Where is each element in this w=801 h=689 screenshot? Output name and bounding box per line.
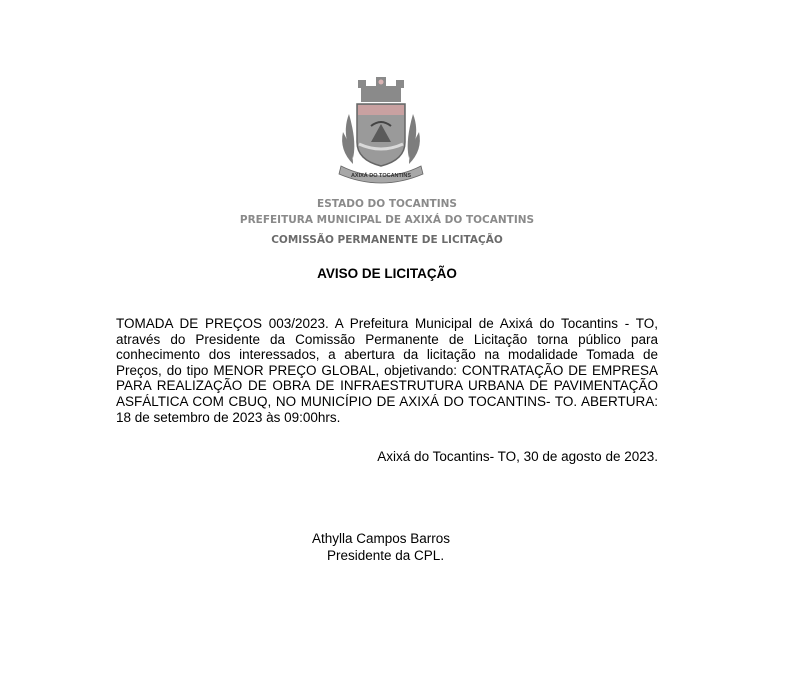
place-and-date: Axixá do Tocantins- TO, 30 de agosto de 2023. <box>377 449 658 464</box>
notice-title: AVISO DE LICITAÇÃO <box>317 266 457 281</box>
notice-body: TOMADA DE PREÇOS 003/2023. A Prefeitura Municipal de Axixá do Tocantins - TO, através do Presidente da Comissão Permanente de Licitação torna público para conhecimento dos interessados, a abertura da licitação na modalidade Tomada de Preços, do tipo MENOR PREÇO GLOBAL, objetivando: CONTRATAÇÃO DE EMPRESA PARA REALIZAÇÃO DE OBRA DE INFRAESTRUTURA URBANA DE PAVIMENTAÇÃO ASFÁLTICA COM CBUQ, NO MUNICÍPIO DE AXIXÁ DO TOCANTINS- TO. ABERTURA: 18 de setembro de 2023 às 09:00hrs. <box>116 316 658 425</box>
header-state-name: ESTADO DO TOCANTINS <box>317 198 457 210</box>
signatory-role: Presidente da CPL. <box>327 548 445 563</box>
header-municipality-name: PREFEITURA MUNICIPAL DE AXIXÁ DO TOCANTINS <box>239 214 535 226</box>
header-commission-name: COMISSÃO PERMANENTE DE LICITAÇÃO <box>271 234 503 246</box>
crest-motto-text: AXIXÁ DO TOCANTINS <box>350 173 412 179</box>
signatory-name: Athylla Campos Barros <box>312 531 451 546</box>
signature-block <box>312 530 462 564</box>
crown-icon <box>358 77 404 102</box>
municipal-crest-emblem <box>327 74 435 186</box>
